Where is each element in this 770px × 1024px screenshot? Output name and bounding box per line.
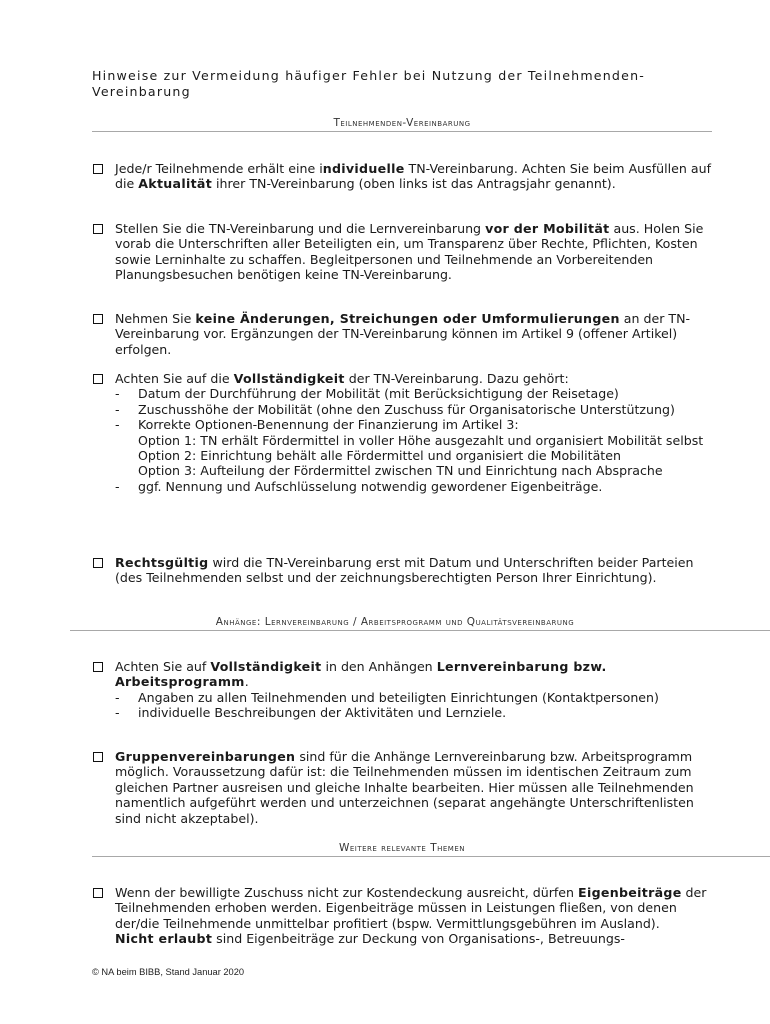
checklist-text: Achten Sie auf Vollständigkeit in den Anhängen Lernvereinbarung bzw. Arbeitsprogramm. - Angaben zu allen Teilnehmenden und beteiligten Einrichtungen (Kontaktpersonen) - individuelle Beschreibungen der Aktivitäten und Lernziele. xyxy=(115,659,713,721)
checklist-text: Wenn der bewilligte Zuschuss nicht zur Kostendeckung ausreicht, dürfen Eigenbeiträge der Teilnehmenden erhoben werden. Eigenbeiträge müssen in Leistungen fließen, von denen der/die Teilnehmende unmittelbar profitiert (bspw. Vermittlungsgebühren im Ausland). Nicht erlaubt sind Eigenbeiträge zur Deckung von Organisations-, Betreuungs- xyxy=(115,885,707,947)
section-divider xyxy=(92,856,770,857)
checklist-text: Rechtsgültig wird die TN-Vereinbarung erst mit Datum und Unterschriften beider Parteien (des Teilnehmenden selbst und der zeichnungsberechtigten Person Ihrer Einrichtung). xyxy=(115,555,694,586)
checklist-text: Nehmen Sie keine Änderungen, Streichungen oder Umformulierungen an der TN-Vereinbarung vor. Ergänzungen der TN-Vereinbarung können im Artikel 9 (offener Artikel) erfolgen. xyxy=(115,311,691,357)
checklist-item xyxy=(93,659,713,721)
page-title: Hinweise zur Vermeidung häufiger Fehler bei Nutzung der Teilnehmenden-Vereinbarung xyxy=(92,68,645,99)
checklist-item xyxy=(93,221,713,283)
section-divider xyxy=(70,630,770,631)
sub-list-item: - Zuschusshöhe der Mobilität (ohne den Zuschuss für Organisatorische Unterstützung) xyxy=(115,401,675,417)
sub-list-item: - Korrekte Optionen-Benennung der Finanzierung im Artikel 3: xyxy=(115,417,519,433)
checklist-item xyxy=(93,161,713,192)
checkbox-icon[interactable] xyxy=(93,752,103,762)
sub-list-item: - ggf. Nennung und Aufschlüsselung notwendig gewordener Eigenbeiträge. xyxy=(115,478,603,494)
checkbox-icon[interactable] xyxy=(93,164,103,174)
checklist-item xyxy=(93,555,713,586)
checkbox-icon[interactable] xyxy=(93,662,103,672)
financing-option: Option 1: TN erhält Fördermittel in voller Höhe ausgezahlt und organisiert Mobilität selbst xyxy=(138,432,704,448)
section-heading-weitere-themen: Weitere relevante Themen xyxy=(338,842,465,854)
checklist-text: Stellen Sie die TN-Vereinbarung und die Lernvereinbarung vor der Mobilität aus. Holen Sie vorab die Unterschriften aller Beteiligten ein, um Transparenz über Rechte, Pflichten, Kosten sowie Lerninhalte zu schaffen. Begleitpersonen und Teilnehmende an Vorbereitenden Planungsbesuchen benötigen keine TN-Vereinbarung. xyxy=(115,221,704,283)
financing-option: Option 3: Aufteilung der Fördermittel zwischen TN und Einrichtung nach Absprache xyxy=(138,463,663,479)
checkbox-icon[interactable] xyxy=(93,374,103,384)
section-heading-teilnehmenden-vereinbarung: Teilnehmenden-Vereinbarung xyxy=(333,117,471,129)
checklist-item xyxy=(93,311,713,357)
sub-list-item: - Datum der Durchführung der Mobilität (mit Berücksichtigung der Reisetage) xyxy=(115,386,619,402)
sub-list-item: - Angaben zu allen Teilnehmenden und beteiligten Einrichtungen (Kontaktpersonen) xyxy=(115,689,659,705)
checkbox-icon[interactable] xyxy=(93,558,103,568)
checklist-text: Gruppenvereinbarungen sind für die Anhänge Lernvereinbarung bzw. Arbeitsprogramm möglich. Voraussetzung dafür ist: die Teilnehmenden müssen im identischen Zeitraum zum gleichen Partner ausreisen und gleiche Inhalte bearbeiten. Hier müssen alle Teilnehmenden namentlich aufgeführt werden und unterzeichnen (separat angehängte Unterschriftenlisten sind nicht akzeptabel). xyxy=(115,749,694,826)
section-divider xyxy=(92,131,712,132)
checklist-item xyxy=(93,749,713,826)
checkbox-icon[interactable] xyxy=(93,314,103,324)
checklist-item xyxy=(93,371,713,494)
checkbox-icon[interactable] xyxy=(93,224,103,234)
checklist-text: Achten Sie auf die Vollständigkeit der TN-Vereinbarung. Dazu gehört: - Datum der Durchführung der Mobilität (mit Berücksichtigung der Reisetage) - Zuschusshöhe der Mobilität (ohne den Zuschuss für Organisatorische Unterstützung) - Korrekte Optionen-Benennung der Finanzierung im Artikel 3: Option 1: TN erhält Fördermittel in voller Höhe ausgezahlt und organisiert Mobilität selbst Option 2: Einrichtung behält alle Fördermittel und organisiert die Mobilitäten Option 3: Aufteilung der Fördermittel zwischen TN und Einrichtung nach Absprache - ggf. Nennung und Aufschlüsselung notwendig gewordener Eigenbeiträge. xyxy=(115,371,713,494)
page-footer: © NA beim BIBB, Stand Januar 2020 xyxy=(92,967,245,977)
checklist-text: Jede/r Teilnehmende erhält eine individuelle TN-Vereinbarung. Achten Sie beim Ausfüllen auf die Aktualität ihrer TN-Vereinbarung (oben links ist das Antragsjahr genannt). xyxy=(115,161,712,192)
sub-list-item: - individuelle Beschreibungen der Aktivitäten und Lernziele. xyxy=(115,705,507,721)
checklist-item xyxy=(93,885,713,947)
section-heading-anhaenge: Anhänge: Lernvereinbarung / Arbeitsprogramm und Qualitätsvereinbarung xyxy=(215,616,575,628)
financing-option: Option 2: Einrichtung behält alle Fördermittel und organisiert die Mobilitäten xyxy=(138,448,621,464)
checkbox-icon[interactable] xyxy=(93,888,103,898)
